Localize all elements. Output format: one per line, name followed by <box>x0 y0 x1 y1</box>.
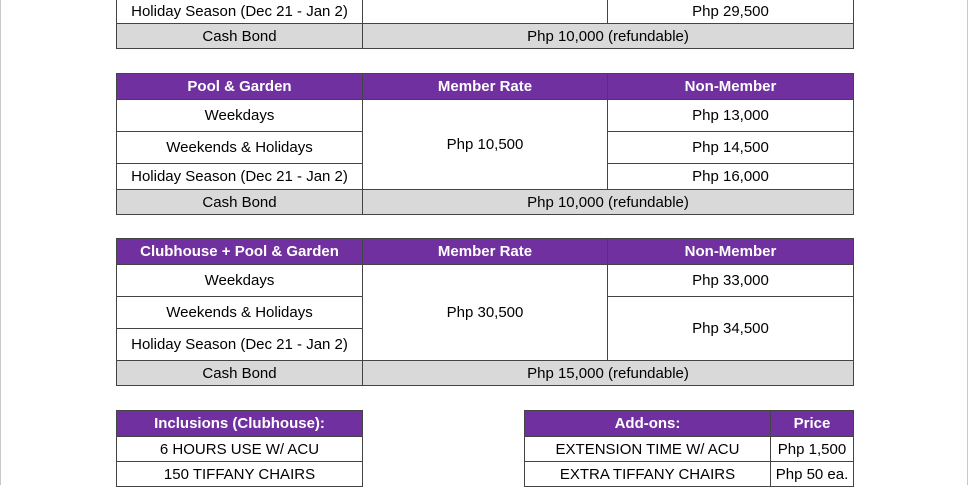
page-edge-left <box>0 0 1 485</box>
row-label-weekends: Weekends & Holidays <box>117 297 363 329</box>
member-rate-value: Php 10,500 <box>363 100 608 190</box>
header-addons: Add-ons: <box>525 411 771 437</box>
addon-name: EXTRA TIFFANY CHAIRS <box>525 462 771 487</box>
non-member-weekdays: Php 13,000 <box>608 100 854 132</box>
addons-table <box>524 410 854 487</box>
table-header-row <box>117 411 363 437</box>
table-row <box>525 437 854 462</box>
member-rate-value: Php 30,500 <box>363 265 608 361</box>
row-label-weekdays: Weekdays <box>117 265 363 297</box>
holiday-season-nonmember: Php 29,500 <box>608 0 854 24</box>
inclusion-item: 150 TIFFANY CHAIRS <box>117 462 363 487</box>
non-member-holiday-season: Php 16,000 <box>608 164 854 190</box>
header-member-rate: Member Rate <box>363 239 608 265</box>
addon-price: Php 1,500 <box>771 437 854 462</box>
cash-bond-label: Cash Bond <box>117 361 363 386</box>
cash-bond-label: Cash Bond <box>117 24 363 49</box>
table-header-row <box>117 239 854 265</box>
clubhouse-rates-table-partial <box>116 0 854 49</box>
non-member-weekdays: Php 33,000 <box>608 265 854 297</box>
member-rate-cell <box>363 0 608 24</box>
row-label-holiday-season: Holiday Season (Dec 21 - Jan 2) <box>117 329 363 361</box>
cash-bond-row <box>117 24 854 49</box>
cash-bond-value: Php 15,000 (refundable) <box>363 361 854 386</box>
row-label-holiday-season: Holiday Season (Dec 21 - Jan 2) <box>117 164 363 190</box>
page-edge-right <box>967 0 968 485</box>
table-row <box>117 0 854 24</box>
list-item <box>117 437 363 462</box>
header-member-rate: Member Rate <box>363 74 608 100</box>
row-label-weekdays: Weekdays <box>117 100 363 132</box>
inclusion-item: 6 HOURS USE W/ ACU <box>117 437 363 462</box>
table-header-row <box>117 74 854 100</box>
addon-name: EXTENSION TIME W/ ACU <box>525 437 771 462</box>
table-row <box>525 462 854 487</box>
header-non-member: Non-Member <box>608 74 854 100</box>
header-non-member: Non-Member <box>608 239 854 265</box>
cash-bond-row <box>117 190 854 215</box>
table-row <box>117 265 854 297</box>
cash-bond-value: Php 10,000 (refundable) <box>363 190 854 215</box>
header-clubhouse-pool-garden: Clubhouse + Pool & Garden <box>117 239 363 265</box>
table-row <box>117 100 854 132</box>
non-member-weekends-holiday: Php 34,500 <box>608 297 854 361</box>
cash-bond-value: Php 10,000 (refundable) <box>363 24 854 49</box>
non-member-weekends: Php 14,500 <box>608 132 854 164</box>
row-label-weekends: Weekends & Holidays <box>117 132 363 164</box>
inclusions-table <box>116 410 363 487</box>
cash-bond-label: Cash Bond <box>117 190 363 215</box>
pool-garden-rates-table <box>116 73 854 215</box>
addon-price: Php 50 ea. <box>771 462 854 487</box>
table-header-row <box>525 411 854 437</box>
header-pool-garden: Pool & Garden <box>117 74 363 100</box>
holiday-season-label: Holiday Season (Dec 21 - Jan 2) <box>117 0 363 24</box>
header-inclusions: Inclusions (Clubhouse): <box>117 411 363 437</box>
header-price: Price <box>771 411 854 437</box>
list-item <box>117 462 363 487</box>
clubhouse-pool-garden-rates-table <box>116 238 854 386</box>
cash-bond-row <box>117 361 854 386</box>
